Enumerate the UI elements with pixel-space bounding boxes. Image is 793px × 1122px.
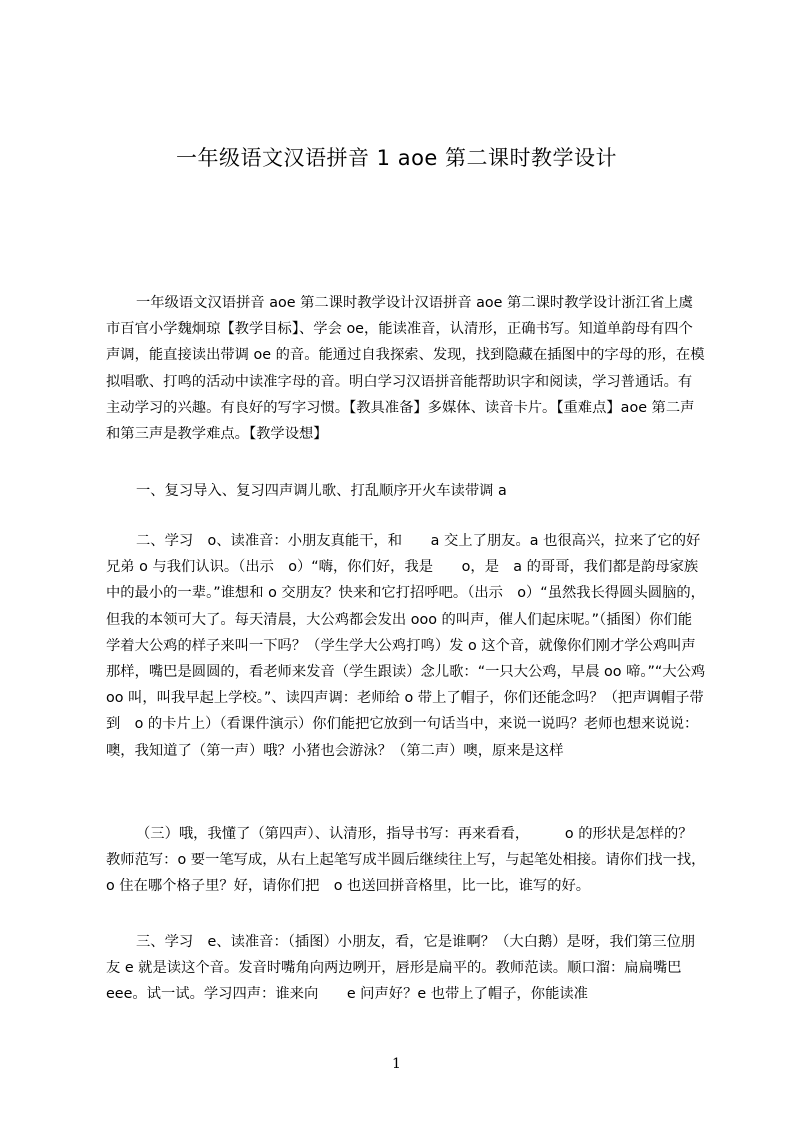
- paragraph-recognize-shape: （三）哦，我懂了（第四声）、认清形，指导书写：再来看看， o 的形状是怎样的？教师范写：o 要一笔写成，从右上起笔写成半圆后继续往上写，与起笔处相接。请你们找一找，o 住在哪个格子里？好，请你们把 o 也送回拼音格里，比一比，谁写的好。: [106, 826, 706, 895]
- paragraph-intro: 一年级语文汉语拼音 aoe 第二课时教学设计汉语拼音 aoe 第二课时教学设计浙江省上虞市百官小学魏炯琼【教学目标】、学会 oe，能读准音，认清形，正确书写。知道单韵母有四个声调，能直接读出带调 oe 的音。能通过自我探索、发现，找到隐藏在插图中的字母的形，在模拟唱歌、打鸣的活动中读准字母的音。明白学习汉语拼音能帮助识字和阅读，学习普通话。有主动学习的兴趣。有良好的写字习惯。【教具准备】多媒体、读音卡片。【重难点】aoe 第二声和第三声是教学难点。【教学设想】: [106, 295, 705, 443]
- paragraph-learn-o: 二、学习 o、读准音：小朋友真能干，和 a 交上了朋友。a 也很高兴，拉来了它的好兄弟 o 与我们认识。（出示 o）“嗨，你们好，我是 o，是 a 的哥哥，我们都是韵母家族中的最小的一辈。”谁想和 o 交朋友？快来和它打招呼吧。（出示 o）“虽然我长得圆头圆脑的，但我的本领可大了。每天清晨，大公鸡都会发出 ooo 的叫声，催人们起床呢。”（插图）你们能学着大公鸡的样子来叫一下吗？（学生学大公鸡打鸣）发 o 这个音，就像你们刚才学公鸡叫声那样，嘴巴是圆圆的，看老师来发音（学生跟读）念儿歌：“一只大公鸡，早晨 oo 啼。”“大公鸡 oo 叫，叫我早起上学校。”、读四声调：老师给 o 带上了帽子，你们还能念吗？（把声调帽子带到 o 的卡片上）（看课件演示）你们能把它放到一句话当中，来说一说吗？老师也想来说说：噢，我知道了（第一声）哦？小猪也会游泳？（第二声）噢，原来是这样: [106, 533, 720, 759]
- document-title: 一年级语文汉语拼音 1 aoe 第二课时教学设计: [175, 146, 618, 170]
- paragraph-learn-e: 三、学习 e、读准音：（插图）小朋友，看，它是谁啊？（大白鹅）是呀，我们第三位朋友 e 就是读这个音。发音时嘴角向两边咧开，唇形是扁平的。教师范读。顺口溜：扁扁嘴巴 eee。试一试。学习四声：谁来向 e 问声好？e 也带上了帽子，你能读准: [106, 934, 696, 1003]
- paragraph-review: 一、复习导入、复习四声调儿歌、打乱顺序开火车读带调 a: [136, 483, 507, 499]
- page-number: 1: [392, 1056, 401, 1072]
